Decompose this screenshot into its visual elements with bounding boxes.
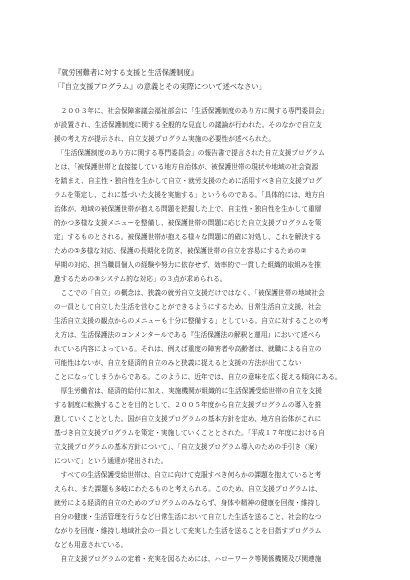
text-line: 早期の対応、担当職員個人の経験や努力に依存せず、効率的で一貫した組織的取組みを推 [54,261,321,269]
text-line: ための①多様な対応、保護の長期化を防ぎ、被保護世帯の自立を容易にするための② [54,247,307,255]
text-line: について」という通達が発出された。 [54,457,168,465]
document-subtitle: 「『自立支援プログラム』の意義とその実際について述べなさい」 [54,82,266,91]
text-line: ことになってしまうからである。このように、近年では、自立の意味を広く捉える傾向にある。 [54,373,342,381]
paragraph [54,104,374,146]
text-line: れている内容によっている。それは、例えば重度の障害者や高齢者は、就職による自立の [54,345,322,353]
text-line: なども用意されている。 [54,541,128,549]
paragraph [54,468,374,552]
text-line: 基づき自立支援プログラムを策定・実施していくこととされた。「平成１７年度における自 [54,429,325,437]
text-line: ラムを策定し、これに基づいた支援を実施する」というものである。「具体的には、地方自 [54,191,325,199]
text-line: 治体が、地域の被保護世帯が抱える問題を把握した上で、自主性・独自性を生かして重層 [54,205,322,213]
paragraph [54,384,374,468]
text-line: ２００３年に、社会保障審議会福祉部会に「生活保護制度のあり方に関する専門委員会」 [54,107,329,115]
text-line: 自立支援プログラムの定着・充実を図るためには、ハローワーク等関係機関及び関連施 [54,555,322,563]
text-line: とは、「被保護世帯と直接接している地方自治体が、被保護世帯の現状や地域の社会資源 [54,163,319,171]
text-line: えられ、また課題も多岐にわたるものと考えられる。このため、自立支援プログラムは、 [54,485,322,493]
text-line: すべての生活保護受給世帯は、自立に向けて克服すべき何らかの課題を抱えていると考 [54,471,322,479]
text-line: 的かつ多様な支援メニューを整備し、被保護世帯の問題に応じた自立支援プログラムを策 [54,219,322,227]
text-line: する制度に転換することを目的として、２００５年度から自立支援プログラムの導入を推 [54,401,322,409]
text-line: 立支援プログラムの基本方針について」、「自立支援プログラム導入のための手引き（案） [54,443,322,451]
text-line: え方は、生活保護法のコンメンタールである『生活保護法の解釈と運用』において述べら [54,331,321,339]
text-line: 進していくこととした。国が自立支援プログラムの基本方針を定め、地方自治体がこれに [54,415,322,423]
text-line: の一員として自立した生活を営むことができるようにするため、日常生活自立支援、社会 [54,303,322,311]
paragraph [54,286,374,384]
text-line: 「生活保護制度のあり方に関する専門委員会」の報告書で提言された自立支援プログラム [54,149,325,157]
text-line: 就労による経済的自立のためのプログラムのみならず、身体や精神の健康を回復・維持し [54,499,321,507]
text-line: 可能性はないが、自立を経済的自立のみと狭義に捉えると支援の方法が出てこない [54,359,302,367]
document-title: 『就労困難者に対する支援と生活保護制度』 [54,68,198,77]
text-line: ここでの「自立」の概念は、狭義の就労自立支援だけではなく、「被保護世帯の地域社会 [54,289,325,297]
text-line: ながりを回復・維持し地域社会の一員として充実した生活を送ることを目指すプログラム [54,527,322,535]
body-text [54,104,374,566]
text-line: 自分の健康・生活管理を行うなど日常生活において自立した生活を送ること、社会的なつ [54,513,322,521]
text-line: が設置され、生活保護制度に関する全般的な見直しの議論が行われた。そのなかで自立支 [54,121,322,129]
text-line: を踏まえ、自主性・独自性を生かして自立・就労支援のために活用すべき自立支援プログ [54,177,322,185]
text-line: 援の考え方が提示され、自立支援プログラム実施の必要性が述べられた。 [54,135,276,143]
text-line: 厚生労働省は、経済的給付に加え、実施機関が組織的に生活保護受給世帯の自立を支援 [54,387,322,395]
text-line: 生活自立支援の観点からのメニューも十分に整備する」としている。自立に対することの考 [54,317,329,325]
text-line: 進するための③システム的な対応」の３点が求められる。 [54,275,227,283]
text-line: 定」するものとされる。被保護世帯が抱える様々な問題に的確に対処し、これを解決する [54,233,322,241]
paragraph [54,552,374,566]
paragraph [54,146,374,286]
spacer [54,94,374,104]
